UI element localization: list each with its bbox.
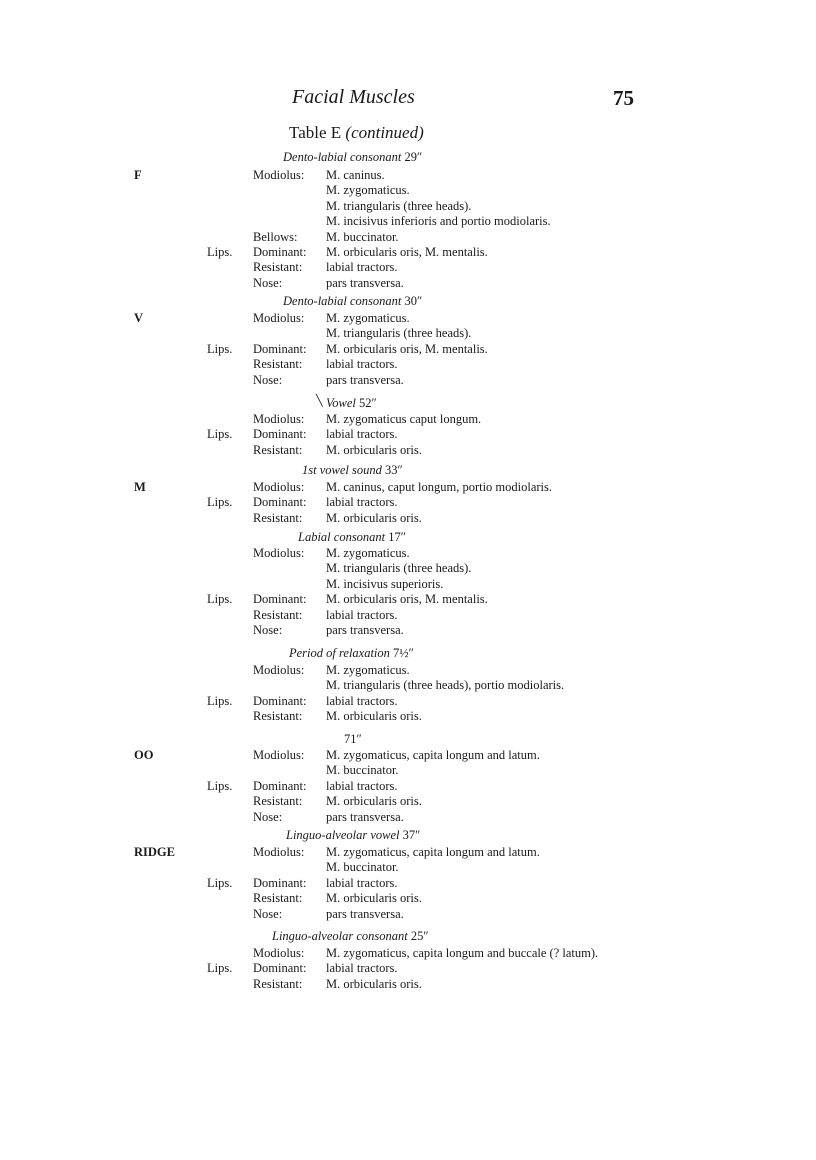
row-value: labial tractors. <box>326 357 398 371</box>
row-value: M. buccinator. <box>326 230 399 244</box>
row-value: M. buccinator. <box>326 860 399 874</box>
check-mark-icon: ╲ <box>316 395 323 407</box>
row-value: M. buccinator. <box>326 763 399 777</box>
row-value: M. incisivus inferioris and portio modiolaris. <box>326 214 551 228</box>
row-value: pars transversa. <box>326 810 404 824</box>
section-heading-label: Dento-labial consonant <box>283 294 402 308</box>
row-value: M. triangularis (three heads), portio modiolaris. <box>326 678 565 692</box>
row-label: Resistant: <box>253 511 303 525</box>
row-label: Modiolus: <box>253 311 305 325</box>
section-duration: 52″ <box>358 396 377 410</box>
row-label: Dominant: <box>253 876 307 890</box>
page-number: 75 <box>613 86 634 110</box>
section-heading-label: Period of relaxation <box>289 646 390 660</box>
running-header-title: Facial Muscles <box>292 86 415 108</box>
section-heading <box>286 828 420 843</box>
section-heading-label: Linguo-alveolar consonant <box>272 929 408 943</box>
lips-label: Lips. <box>207 694 233 708</box>
section-heading <box>283 294 422 309</box>
row-value: labial tractors. <box>326 961 398 975</box>
row-label: Resistant: <box>253 794 303 808</box>
row-label: Resistant: <box>253 977 303 991</box>
section-heading <box>302 463 403 478</box>
row-value: M. zygomaticus. <box>326 183 410 197</box>
section-heading-label: 1st vowel sound <box>302 463 382 477</box>
row-label: Modiolus: <box>253 663 305 677</box>
sound-label: V <box>134 311 144 325</box>
row-label: Dominant: <box>253 245 307 259</box>
lips-label: Lips. <box>207 779 233 793</box>
table-title-main: Table E <box>289 123 342 142</box>
row-value: M. orbicularis oris, M. mentalis. <box>326 592 488 606</box>
row-label: Nose: <box>253 623 283 637</box>
section-heading <box>289 646 414 661</box>
row-value: M. orbicularis oris. <box>326 977 422 991</box>
row-value: pars transversa. <box>326 276 404 290</box>
row-value: pars transversa. <box>326 907 404 921</box>
section-heading <box>344 732 362 747</box>
row-label: Dominant: <box>253 961 307 975</box>
row-value: M. caninus. <box>326 168 385 182</box>
section-heading <box>272 929 429 944</box>
row-label: Resistant: <box>253 891 303 905</box>
row-value: M. orbicularis oris. <box>326 709 422 723</box>
section-heading-label: Labial consonant <box>298 530 386 544</box>
lips-label: Lips. <box>207 427 233 441</box>
row-label: Resistant: <box>253 608 303 622</box>
section-duration: 71″ <box>344 732 362 746</box>
row-value: labial tractors. <box>326 608 398 622</box>
row-label: Resistant: <box>253 709 303 723</box>
row-value: M. orbicularis oris. <box>326 794 422 808</box>
row-label: Modiolus: <box>253 546 305 560</box>
row-label: Nose: <box>253 810 283 824</box>
row-label: Modiolus: <box>253 412 305 426</box>
row-value: pars transversa. <box>326 373 404 387</box>
row-value: M. zygomaticus. <box>326 311 410 325</box>
row-label: Bellows: <box>253 230 298 244</box>
section-heading-label: Linguo-alveolar vowel <box>286 828 400 842</box>
sound-label: OO <box>134 748 154 762</box>
lips-label: Lips. <box>207 961 233 975</box>
sound-label: M <box>134 480 146 494</box>
section-heading <box>326 396 377 411</box>
row-value: M. orbicularis oris. <box>326 891 422 905</box>
lips-label: Lips. <box>207 342 233 356</box>
row-value: M. zygomaticus. <box>326 663 410 677</box>
row-label: Nose: <box>253 276 283 290</box>
row-label: Resistant: <box>253 443 303 457</box>
row-value: M. incisivus superioris. <box>326 577 444 591</box>
row-label: Modiolus: <box>253 845 305 859</box>
row-value: M. orbicularis oris, M. mentalis. <box>326 245 488 259</box>
row-label: Resistant: <box>253 357 303 371</box>
row-value: labial tractors. <box>326 260 398 274</box>
row-value: M. zygomaticus, capita longum and buccale (? latum). <box>326 946 599 960</box>
row-label: Modiolus: <box>253 168 305 182</box>
lips-label: Lips. <box>207 245 233 259</box>
section-duration: 7½″ <box>393 646 414 660</box>
row-value: labial tractors. <box>326 694 398 708</box>
row-label: Dominant: <box>253 694 307 708</box>
row-value: M. orbicularis oris, M. mentalis. <box>326 342 488 356</box>
row-label: Dominant: <box>253 592 307 606</box>
section-duration: 17″ <box>388 530 407 544</box>
section-duration: 30″ <box>404 294 423 308</box>
row-value: M. orbicularis oris. <box>326 443 422 457</box>
section-duration: 25″ <box>410 929 429 943</box>
row-value: M. triangularis (three heads). <box>326 326 472 340</box>
row-value: M. zygomaticus. <box>326 546 410 560</box>
row-value: pars transversa. <box>326 623 404 637</box>
section-heading <box>298 530 406 545</box>
row-value: labial tractors. <box>326 779 398 793</box>
row-label: Dominant: <box>253 427 307 441</box>
row-label: Resistant: <box>253 260 303 274</box>
row-value: M. zygomaticus, capita longum and latum. <box>326 748 540 762</box>
section-duration: 37″ <box>402 828 421 842</box>
section-duration: 29″ <box>404 150 423 164</box>
row-label: Nose: <box>253 373 283 387</box>
row-value: M. triangularis (three heads). <box>326 199 472 213</box>
table-title-note: (continued) <box>345 123 424 142</box>
row-label: Dominant: <box>253 342 307 356</box>
row-value: labial tractors. <box>326 876 398 890</box>
lips-label: Lips. <box>207 876 233 890</box>
row-label: Dominant: <box>253 779 307 793</box>
row-value: labial tractors. <box>326 427 398 441</box>
row-value: labial tractors. <box>326 495 398 509</box>
section-heading <box>283 150 422 165</box>
row-value: M. zygomaticus caput longum. <box>326 412 482 426</box>
section-duration: 33″ <box>384 463 403 477</box>
sound-label: RIDGE <box>134 845 175 859</box>
row-label: Modiolus: <box>253 748 305 762</box>
row-label: Modiolus: <box>253 946 305 960</box>
row-value: M. orbicularis oris. <box>326 511 422 525</box>
section-heading-label: Vowel <box>326 396 356 410</box>
row-label: Modiolus: <box>253 480 305 494</box>
row-value: M. zygomaticus, capita longum and latum. <box>326 845 540 859</box>
lips-label: Lips. <box>207 592 233 606</box>
table-title <box>289 123 424 143</box>
sound-label: F <box>134 168 142 182</box>
lips-label: Lips. <box>207 495 233 509</box>
section-heading-label: Dento-labial consonant <box>283 150 402 164</box>
row-value: M. triangularis (three heads). <box>326 561 472 575</box>
row-label: Nose: <box>253 907 283 921</box>
row-label: Dominant: <box>253 495 307 509</box>
row-value: M. caninus, caput longum, portio modiolaris. <box>326 480 553 494</box>
